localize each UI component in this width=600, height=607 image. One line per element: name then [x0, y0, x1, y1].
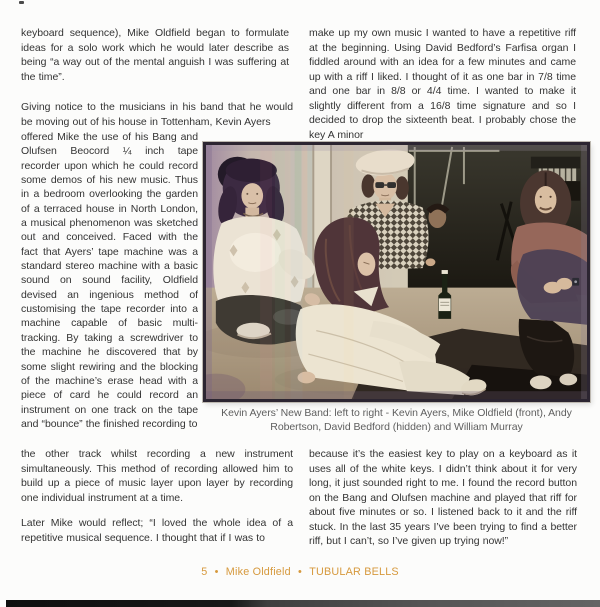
left-column-paragraph-2-below-photo: the other track whilst recording a new instrument simultaneously. This method of recording allowed him to build up a piece of music layer upon layer by recording one individual instrument at a time.: [21, 448, 293, 504]
footer-bullet-icon: •: [214, 566, 219, 578]
left-column-paragraph-2-beside-photo: offered Mike the use of his Bang and Olufsen Beocord ¼ inch tape recorder upon which he could record some demos of his new music. Thus in a bedroom overlooking the garden of a terraced house in North London, a musical phenomenon was sketched out and conceived. Faced with the fact that Ayers’ tape machine was a standard stereo machine with a basic sound on sound facility, Oldfield devised an ingenious method of customising the tape recorder into a machine capable of basic multi-tracking. By taking a screwdriver to the machine he discovered that by some slight rewiring and the blocking of the machine’s erase head with a piece of card he could record an instrument on one track on the tape and “bounce” the finished recording to: [21, 131, 198, 430]
scan-speck: [19, 1, 24, 4]
footer-credit: [0, 566, 600, 578]
band-photo-illustration: [206, 145, 587, 399]
left-column-paragraph-3: Later Mike would reflect; “I loved the whole idea of a repetitive musical sequence. I thought that if I was to: [21, 517, 293, 544]
scan-edge-strip: [6, 600, 600, 607]
footer-artist: Mike Oldfield: [225, 566, 291, 578]
photo-caption: Kevin Ayers’ New Band: left to right - Kevin Ayers, Mike Oldfield (front), Andy Robertson, David Bedford (hidden) and William Murray: [221, 407, 572, 433]
right-column-paragraph-1: make up my own music I wanted to have a repetitive riff at the beginning. Using David Bedford’s Farfisa organ I fiddled around with an idea for a few minutes and came up with a riff I liked. I thought of it as one bar in 7/8 time and one bar in 8/8 or 4/4 time. I wanted to make it slightly different from a 16/8 time signature and so I decided to drop the sixteenth beat. I probably chose the key A minor: [309, 27, 576, 141]
footer-album: TUBULAR BELLS: [309, 566, 399, 578]
band-photo: [203, 142, 590, 402]
footer-page-number: 5: [201, 566, 208, 578]
footer-bullet-icon: •: [298, 566, 302, 578]
right-column-paragraph-2: because it’s the easiest key to play on a keyboard as it uses all of the white keys. I didn’t think about it for very long, it just sounded right to me. I found the record button on the Bang and Olufsen machine and played that riff for about five minutes or so. I listened back to it and the riff stuck. In the last 35 years I’ve been trying to find a better riff, but I can’t, so I’ve given up trying now!”: [309, 448, 577, 548]
left-column-paragraph-1: keyboard sequence), Mike Oldfield began to formulate ideas for a solo work which he would later describe as being “a way out of the mental anguish I was suffering at the time”.: [21, 27, 289, 83]
left-column-paragraph-2-intro: Giving notice to the musicians in his band that he would be moving out of his house in Tottenham, Kevin Ayers: [21, 101, 293, 128]
